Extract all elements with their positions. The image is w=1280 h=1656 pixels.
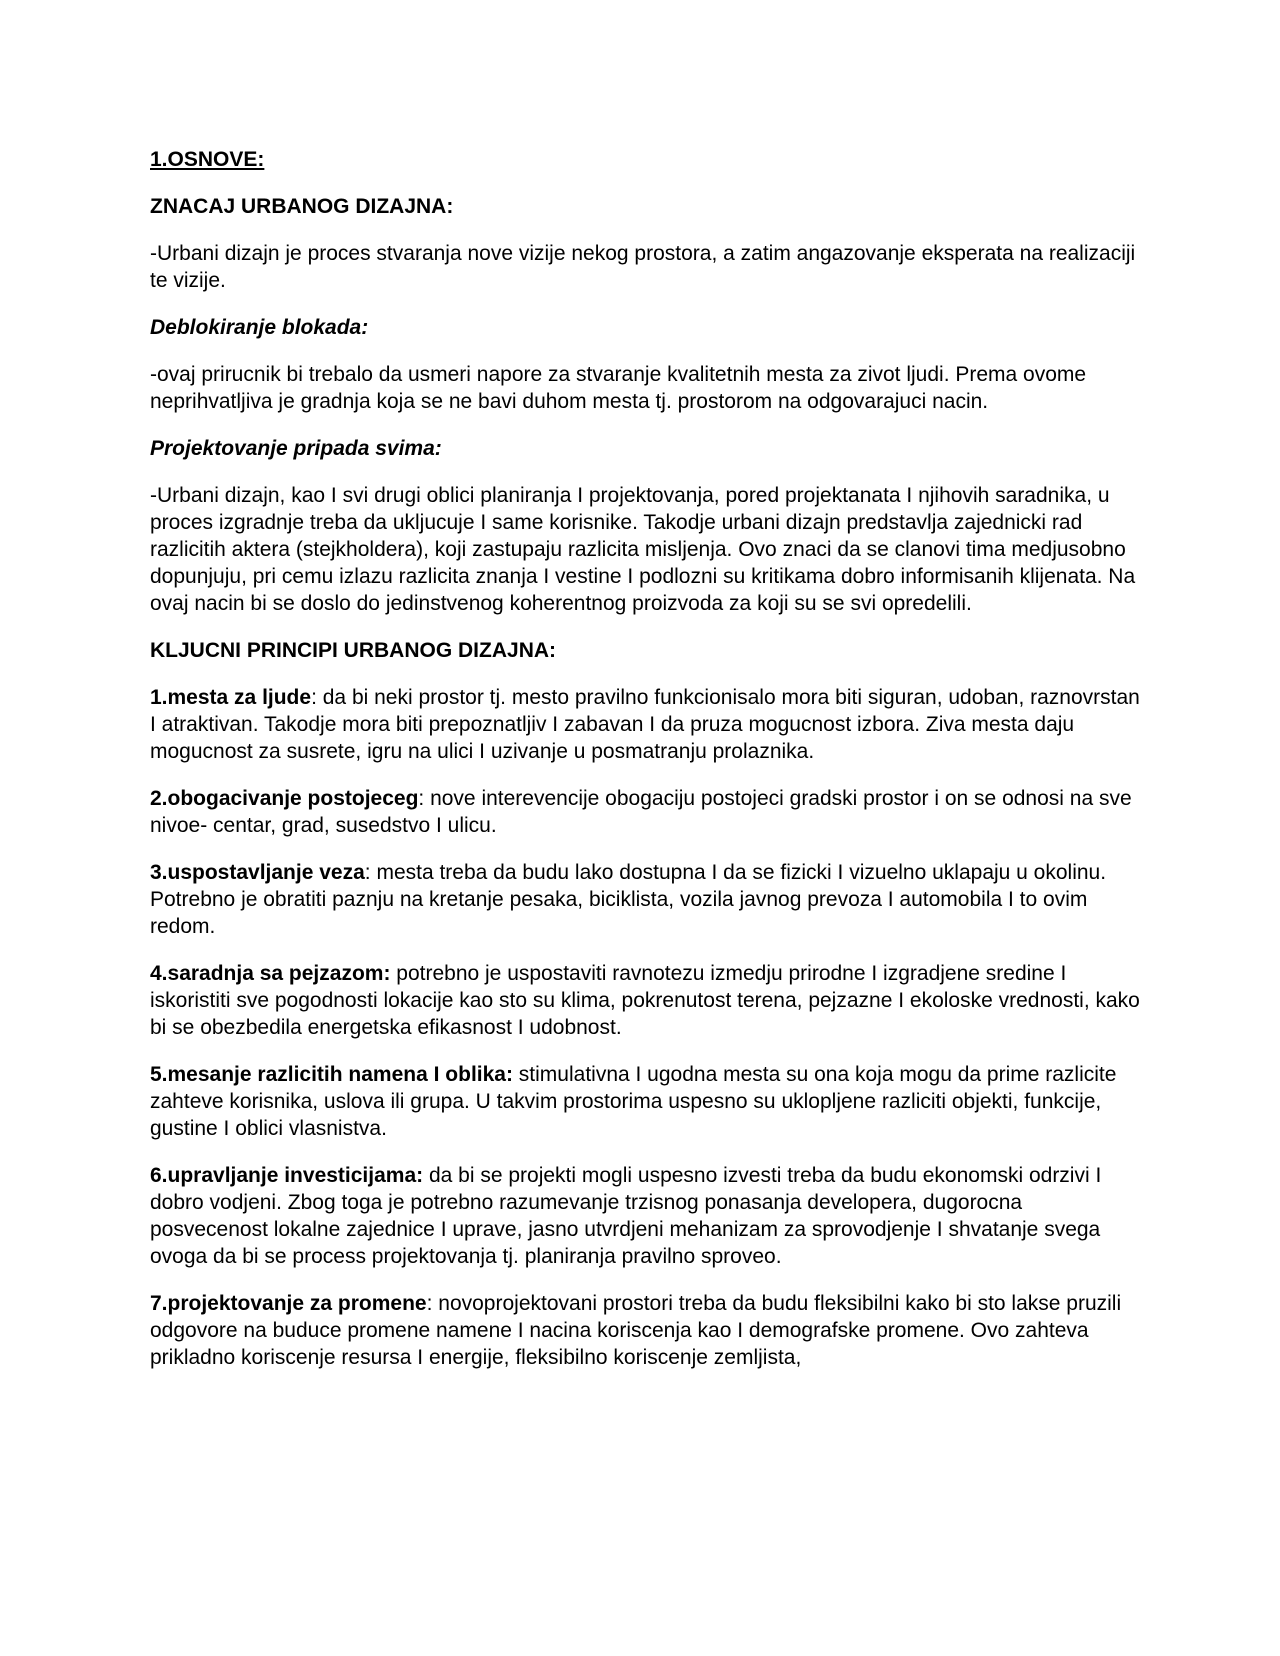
principle-item [150, 960, 1140, 1041]
subheading-deblokiranje: Deblokiranje blokada: [150, 316, 369, 339]
principle-text: : da bi neki prostor tj. mesto pravilno funkcionisalo mora biti siguran, udoban, raznovrstan I atraktivan. Takodje mora biti prepoznatljiv I zabavan I da pruza mogucnost izbora. Ziva mesta daju mogucnost za susrete, igru na ulici I uzivanje u posmatranju prolaznika. [150, 686, 1140, 763]
document-page [150, 146, 1140, 1391]
principle-item [150, 1290, 1140, 1371]
principle-term: 5.mesanje razlicitih namena I oblika: [150, 1063, 513, 1086]
section-title: 1.OSNOVE: [150, 148, 265, 171]
principle-term: 1.mesta za ljude [150, 686, 312, 709]
principle-term: 4.saradnja sa pejzazom: [150, 962, 391, 985]
principle-term: 7.projektovanje za promene [150, 1292, 427, 1315]
paragraph-intro: -Urbani dizajn je proces stvaranja nove vizije nekog prostora, a zatim angazovanje eksperata na realizaciji te vizije. [150, 242, 1136, 292]
principle-text: stimulativna I ugodna mesta su ona koja mogu da prime razlicite zahteve korisnika, uslova ili grupa. U takvim prostorima uspesno su uklopljene razliciti objekti, funkcije, gustine I oblici vlasnistva. [150, 1063, 1117, 1140]
principle-item [150, 859, 1140, 940]
principle-item [150, 684, 1140, 765]
subheading-projektovanje: Projektovanje pripada svima: [150, 437, 442, 460]
principle-item [150, 1061, 1140, 1142]
paragraph-projektovanje: -Urbani dizajn, kao I svi drugi oblici planiranja I projektovanja, pored projektanata I njihovih saradnika, u proces izgradnje treba da ukljucuje I same korisnike. Takodje urbani dizajn predstavlja zajednicki rad razlicitih aktera (stejkholdera), koji zastupaju razlicita misljenja. Ovo znaci da se clanovi tima medjusobno dopunjuju, pri cemu izlazu razlicita znanja I vestine I podlozni su kritikama dobro informisanih klijenata. Na ovaj nacin bi se doslo do jedinstvenog koherentnog proizvoda za koji su se svi opredelili. [150, 484, 1136, 615]
principle-term: 3.uspostavljanje veza [150, 861, 365, 884]
principle-item [150, 785, 1140, 839]
principle-item [150, 1162, 1140, 1270]
principle-term: 6.upravljanje investicijama: [150, 1164, 424, 1187]
principle-text: da bi se projekti mogli uspesno izvesti treba da budu ekonomski odrzivi I dobro vodjeni. Zbog toga je potrebno razumevanje trzisnog ponasanja developera, dugorocna posvecenost lokalne zajednice I uprave, jasno utvrdjeni mehanizam za sprovodjenje I shvatanje svega ovoga da bi se process projektovanja tj. planiranja pravilno sproveo. [150, 1164, 1102, 1268]
heading-principi: KLJUCNI PRINCIPI URBANOG DIZAJNA: [150, 639, 557, 662]
principle-text: potrebno je uspostaviti ravnotezu izmedju prirodne I izgradjene sredine I iskoristiti sve pogodnosti lokacije kao sto su klima, pokrenutost terena, pejzazne I ekoloske vrednosti, kako bi se obezbedila energetska efikasnost I udobnost. [150, 962, 1140, 1039]
heading-znacaj: ZNACAJ URBANOG DIZAJNA: [150, 195, 454, 218]
principle-term: 2.obogacivanje postojeceg [150, 787, 419, 810]
principle-text: : novoprojektovani prostori treba da budu fleksibilni kako bi sto lakse pruzili odgovore na buduce promene namene I nacina koriscenja kao I demografske promene. Ovo zahteva prikladno koriscenje resursa I energije, fleksibilno koriscenje zemljista, [150, 1292, 1122, 1369]
principle-text: : nove interevencije obogaciju postojeci gradski prostor i on se odnosi na sve nivoe- centar, grad, susedstvo I ulicu. [150, 787, 1132, 837]
paragraph-deblokiranje: -ovaj prirucnik bi trebalo da usmeri napore za stvaranje kvalitetnih mesta za zivot ljudi. Prema ovome neprihvatljiva je gradnja koja se ne bavi duhom mesta tj. prostorom na odgovarajuci nacin. [150, 363, 1087, 413]
principle-text: : mesta treba da budu lako dostupna I da se fizicki I vizuelno uklapaju u okolinu. Potrebno je obratiti paznju na kretanje pesaka, biciklista, vozila javnog prevoza I automobila I to ovim redom. [150, 861, 1107, 938]
